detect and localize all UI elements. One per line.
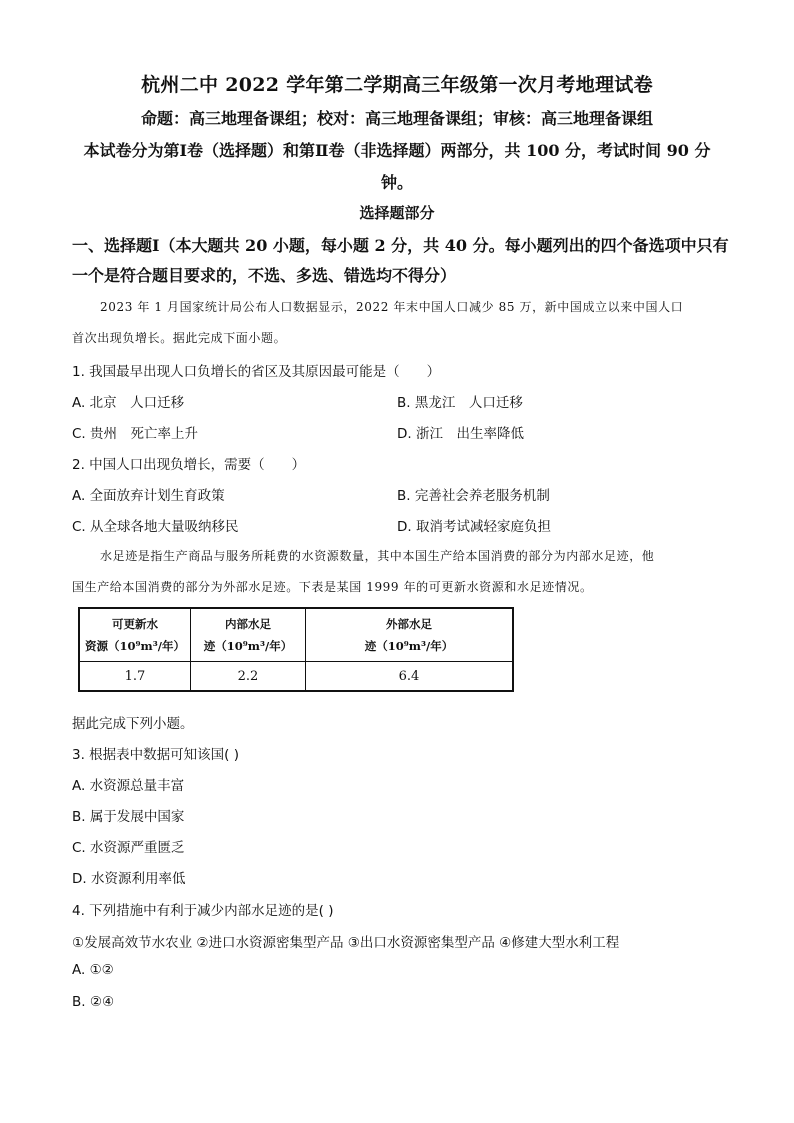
passage1-line2: 首次出现负增长。据此完成下面小题。 <box>72 331 287 345</box>
passage1-line1: 2023 年 1 月国家统计局公布人口数据显示，2022 年末中国人口减少 85 万，新中国成立以来中国人口 <box>100 300 684 314</box>
q2-option-d: D. 取消考试减轻家庭负担 <box>397 519 551 535</box>
header-line: 可更新水 <box>112 617 158 631</box>
q1-stem: 1. 我国最早出现人口负增长的省区及其原因最可能是（ ） <box>72 364 441 380</box>
table-cell: 6.4 <box>306 662 514 692</box>
q4-options-line: ①发展高效节水农业 ②进口水资源密集型产品 ③出口水资源密集型产品 ④修建大型水利工程 <box>72 935 620 951</box>
header-line: 迹（10⁹m³/年） <box>203 639 293 653</box>
q1-option-a: A. 北京 人口迁移 <box>72 395 185 411</box>
q1-option-d: D. 浙江 出生率降低 <box>397 426 524 442</box>
q3-option-d: D. 水资源利用率低 <box>72 871 186 887</box>
exam-title: 杭州二中 2022 学年第二学期高三年级第一次月考地理试卷 <box>141 74 653 96</box>
q3-option-a: A. 水资源总量丰富 <box>72 778 185 794</box>
exam-intro-line2: 钟。 <box>380 173 413 192</box>
passage2-line1: 水足迹是指生产商品与服务所耗费的水资源数量，其中本国生产给本国消费的部分为内部水足迹，他 <box>100 549 655 563</box>
header-line: 资源（10⁹m³/年） <box>85 639 185 653</box>
section-heading-line1: 一、选择题Ⅰ（本大题共 20 小题，每小题 2 分，共 40 分。每小题列出的四个备选项中只有 <box>72 236 729 255</box>
q2-option-a: A. 全面放弃计划生育政策 <box>72 488 225 504</box>
q4-option-a: A. ①② <box>72 962 114 978</box>
q2-stem: 2. 中国人口出现负增长，需要（ ） <box>72 457 306 473</box>
instruction-text: 据此完成下列小题。 <box>72 716 194 732</box>
q3-option-b: B. 属于发展中国家 <box>72 809 185 825</box>
q3-option-c: C. 水资源严重匮乏 <box>72 840 185 856</box>
q4-stem: 4. 下列措施中有利于减少内部水足迹的是( ) <box>72 903 334 919</box>
q1-option-c: C. 贵州 死亡率上升 <box>72 426 199 442</box>
table-header-cell <box>191 608 306 662</box>
authors-line: 命题：高三地理备课组；校对：高三地理备课组；审核：高三地理备课组 <box>140 109 653 128</box>
table-header-cell <box>79 608 191 662</box>
header-line: 迹（10⁹m³/年） <box>364 639 454 653</box>
header-line: 内部水足 <box>225 617 271 631</box>
table-cell: 1.7 <box>79 662 191 692</box>
table-row <box>79 662 513 692</box>
q4-option-b: B. ②④ <box>72 994 115 1010</box>
table-header-row <box>79 608 513 662</box>
table-header-cell <box>306 608 514 662</box>
table-cell: 2.2 <box>191 662 306 692</box>
q3-stem: 3. 根据表中数据可知该国( ) <box>72 747 239 763</box>
section-heading-line2: 一个是符合题目要求的，不选、多选、错选均不得分） <box>72 266 457 285</box>
q2-option-b: B. 完善社会养老服务机制 <box>397 488 550 504</box>
water-footprint-table <box>78 607 514 692</box>
q2-option-c: C. 从全球各地大量吸纳移民 <box>72 519 239 535</box>
passage2-line2: 国生产给本国消费的部分为外部水足迹。下表是某国 1999 年的可更新水资源和水足迹情况。 <box>72 580 593 594</box>
q1-option-b: B. 黑龙江 人口迁移 <box>397 395 523 411</box>
exam-intro-line1: 本试卷分为第Ⅰ卷（选择题）和第Ⅱ卷（非选择题）两部分，共 100 分，考试时间 90 分 <box>83 141 711 160</box>
part-title: 选择题部分 <box>359 204 435 222</box>
header-line: 外部水足 <box>386 617 432 631</box>
